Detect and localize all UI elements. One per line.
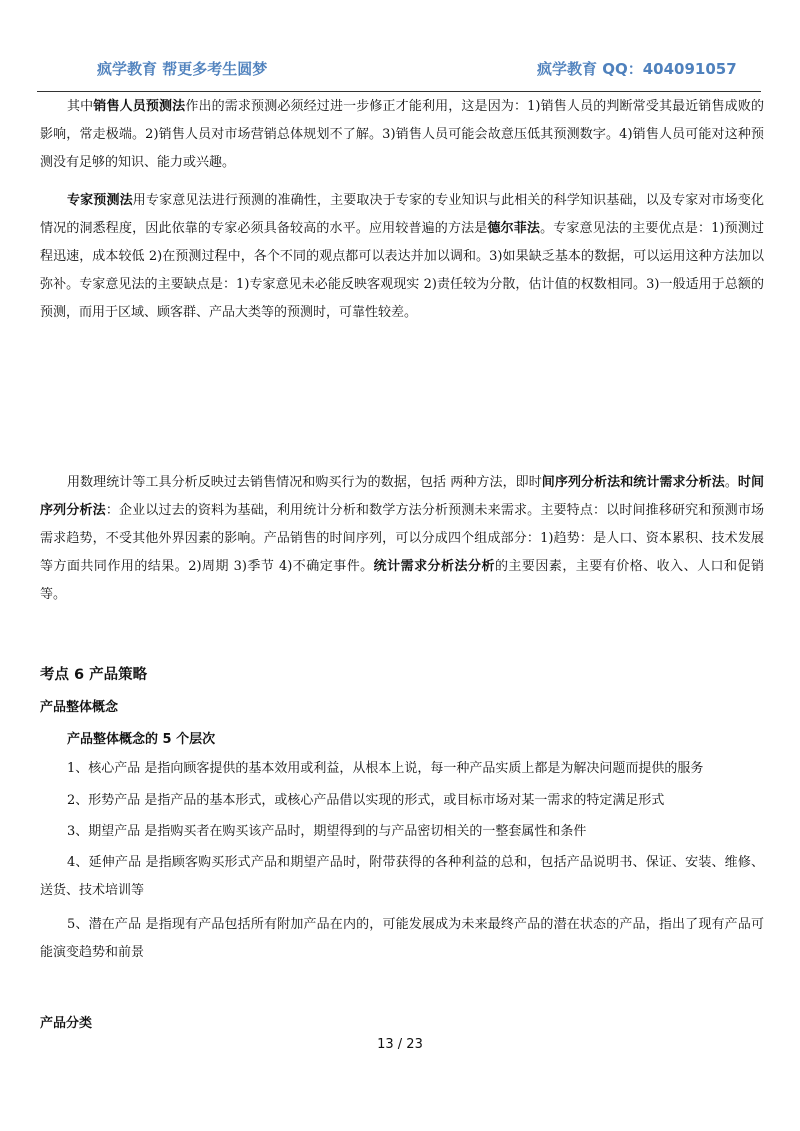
paragraph-statistical-analysis (40, 469, 764, 609)
para3-text-3: ：企业以过去的资料为基础，利用统计分析和数学方法分析预测未来需求。主要特点：以时间推移研究和预测市场需求趋势，不受其他外界因素的影响。产品销售的时间序列，可以分成四个组成部分：1)趋势：是人口、资本累积、技术发展等方面共同作用的结果。2)周期 3)季节 4)不确定事件。 (40, 503, 764, 574)
para3-bold-term-3: 统计需求分析法分析 (373, 559, 495, 574)
section-title: 考点 6 产品策略 (40, 667, 148, 683)
para1-text-1: 其中 (67, 99, 94, 114)
para2-text-2: 。专家意见法的主要优点是：1)预测过程迅速，成本较低 2)在预测过程中，各个不同的观点都可以表达并加以调和。3)如果缺乏基本的数据，可以运用这种方法加以弥补。专家意见法的主要缺点是：1)专家意见未必能反映客观现实 2)责任较为分散，估计值的权数相同。3)一般适用于总额的预测，而用于区域、顾客群、产品大类等的预测时，可靠性较差。 (40, 221, 764, 320)
list-item-expected-product: 3、期望产品 是指购买者在购买该产品时，期望得到的与产品密切相关的一整套属性和条件 (67, 824, 587, 839)
subheading-product-classification: 产品分类 (40, 1016, 93, 1031)
subheading-five-levels: 产品整体概念的 5 个层次 (67, 732, 216, 747)
para2-bold-term-2: 德尔菲法 (487, 221, 541, 236)
paragraph-sales-forecast (40, 93, 764, 177)
para2-bold-term-1: 专家预测法 (67, 193, 133, 208)
subheading-product-concept: 产品整体概念 (40, 700, 119, 715)
list-item-augmented-product: 4、延伸产品 是指顾客购买形式产品和期望产品时，附带获得的各种利益的总和，包括产品说明书、保证、安装、维修、送货、技术培训等 (40, 855, 764, 898)
paragraph-expert-forecast (40, 187, 764, 327)
para3-bold-term-1: 间序列分析法和统计需求分析法 (541, 475, 725, 490)
para3-text-4: 的主要因素，主要有价格、收入、人口和促销等。 (40, 559, 764, 602)
para1-bold-term: 销售人员预测法 (93, 99, 186, 114)
para3-text-1: 用数理统计等工具分析反映过去销售情况和购买行为的数据，包括 两种方法，即时 (67, 475, 542, 490)
page-number: 13 / 23 (377, 1037, 423, 1052)
header-divider (37, 91, 761, 92)
list-item-potential-product: 5、潜在产品 是指现有产品包括所有附加产品在内的，可能发展成为未来最终产品的潜在状态的产品，指出了现有产品可能演变趋势和前景 (40, 917, 764, 960)
para1-text-2: 作出的需求预测必须经过进一步修正才能利用，这是因为：1)销售人员的判断常受其最近销售成败的影响，常走极端。2)销售人员对市场营销总体规划不了解。3)销售人员可能会故意压低其预测数字。4)销售人员可能对这种预测没有足够的知识、能力或兴趣。 (40, 99, 764, 170)
para2-text-1: 用专家意见法进行预测的准确性，主要取决于专家的专业知识与此相关的科学知识基础，以及专家对市场变化情况的洞悉程度，因此依靠的专家必须具备较高的水平。应用较普遍的方法是 (40, 193, 764, 236)
para3-bold-term-2: 时间序列分析法 (40, 475, 764, 518)
header-brand-slogan: 疯学教育 帮更多考生圆梦 (97, 60, 268, 78)
header-qq-contact: 疯学教育 QQ：404091057 (537, 60, 737, 78)
list-item-form-product: 2、形势产品 是指产品的基本形式，或核心产品借以实现的形式，或目标市场对某一需求的特定满足形式 (67, 793, 665, 808)
list-item-core-product: 1、核心产品 是指向顾客提供的基本效用或利益，从根本上说，每一种产品实质上都是为解决问题而提供的服务 (67, 761, 704, 776)
para3-text-2: 。 (724, 475, 738, 490)
